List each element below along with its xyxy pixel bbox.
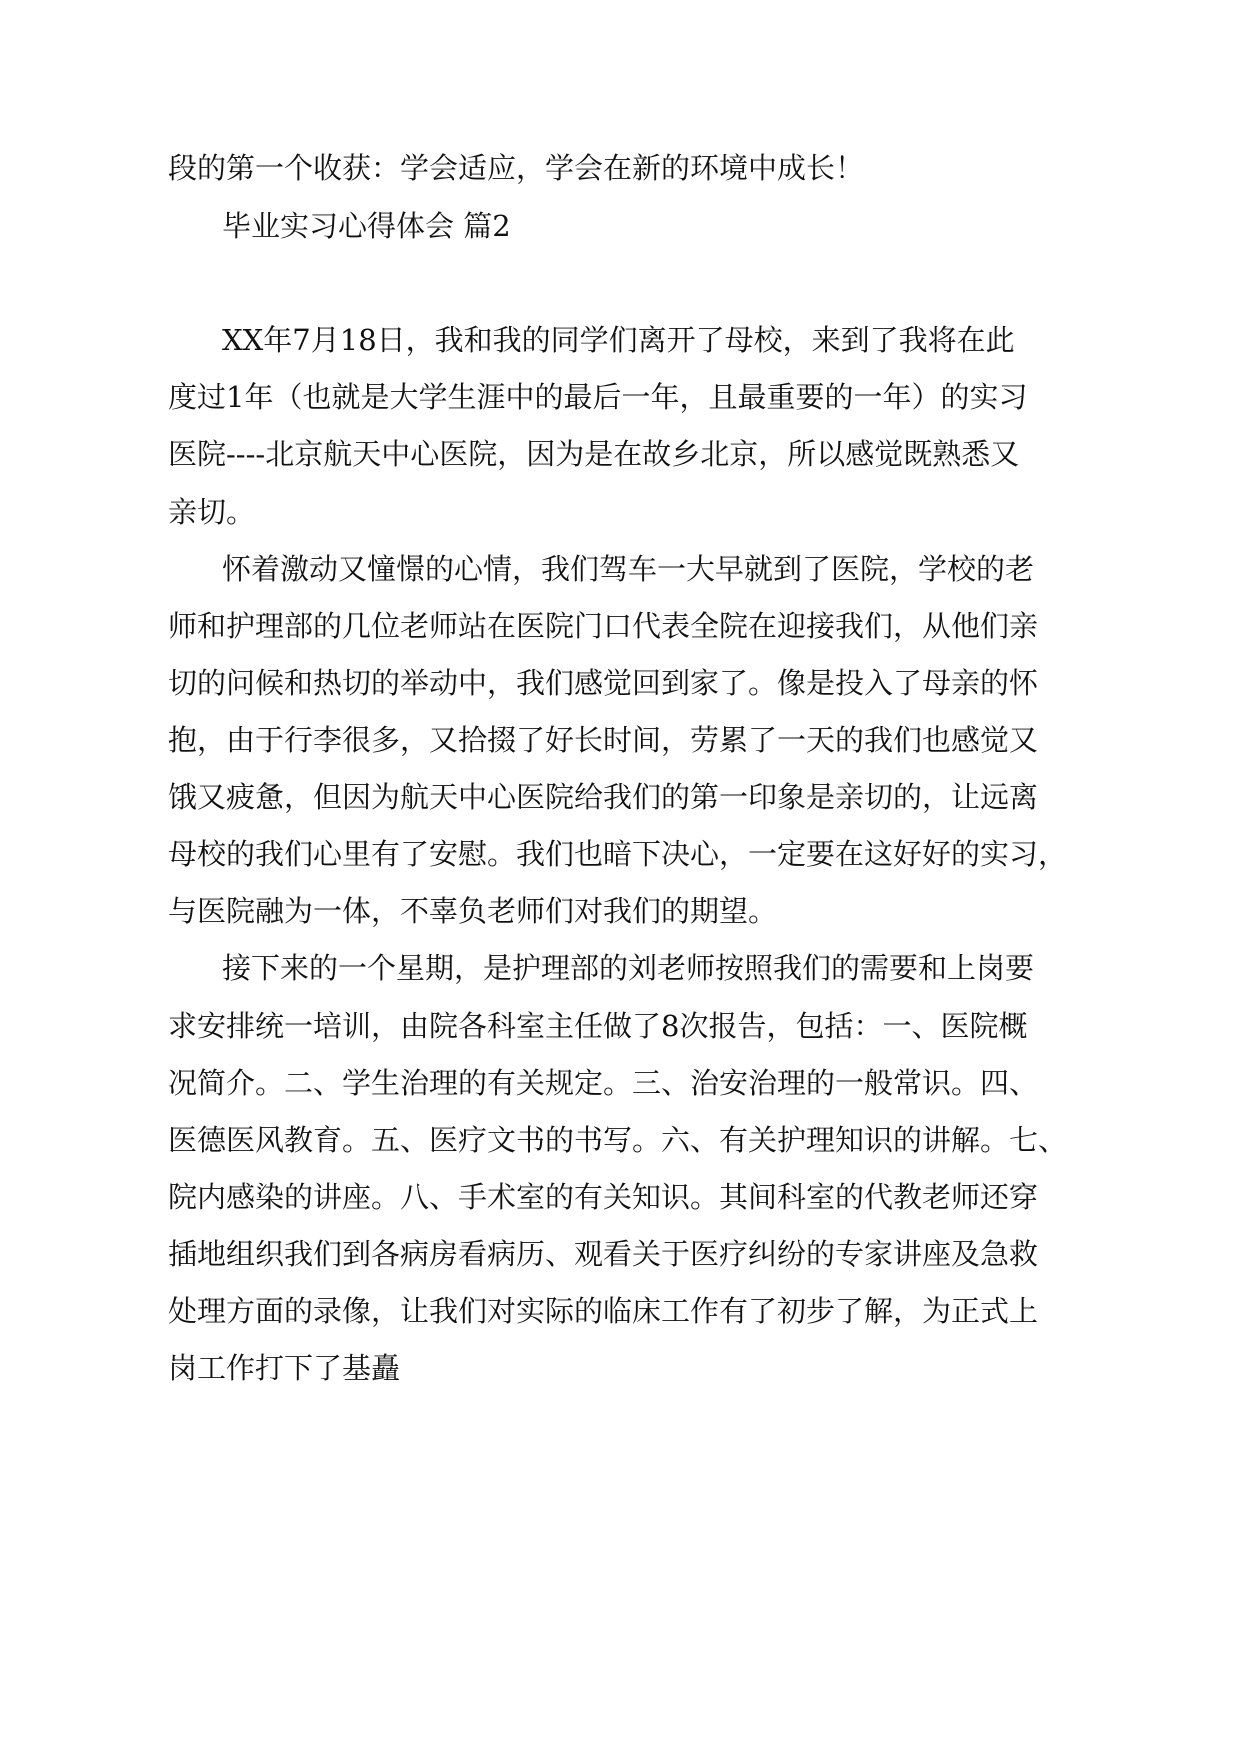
text-line: 段的第一个收获：学会适应，学会在新的环境中成长！ [168, 151, 865, 185]
text-line: 医德医风教育。五、医疗文书的书写。六、有关护理知识的讲解。七、 [168, 1123, 1068, 1157]
section-heading: 毕业实习心得体会 篇2 [222, 209, 511, 243]
text-line: 度过1年（也就是大学生涯中的最后一年，且最重要的一年）的实习 [168, 380, 1028, 414]
text-line: 况简介。二、学生治理的有关规定。三、治安治理的一般常识。四、 [168, 1066, 1039, 1100]
text-line: 与医院融为一体，不辜负老师们对我们的期望。 [168, 894, 778, 928]
text-line: 处理方面的录像，让我们对实际的临床工作有了初步了解，为正式上 [168, 1294, 1039, 1328]
text-line: 求安排统一培训，由院各科室主任做了8次报告，包括：一、医院概 [168, 1009, 1028, 1043]
text-line: 医院----北京航天中心医院，因为是在故乡北京，所以感觉既熟悉又 [168, 437, 1020, 471]
text-line: 抱，由于行李很多，又拾掇了好长时间，劳累了一天的我们也感觉又 [168, 723, 1039, 757]
text-line: XX年7月18日，我和我的同学们离开了母校，来到了我将在此 [222, 323, 1015, 357]
text-line: 亲切。 [168, 495, 256, 529]
text-line: 怀着激动又憧憬的心情，我们驾车一大早就到了医院，学校的老 [222, 552, 1035, 586]
text-line: 师和护理部的几位老师站在医院门口代表全院在迎接我们，从他们亲 [168, 609, 1039, 643]
text-line: 母校的我们心里有了安慰。我们也暗下决心，一定要在这好好的实习， [168, 837, 1068, 871]
text-line: 饿又疲惫，但因为航天中心医院给我们的第一印象是亲切的，让远离 [168, 780, 1039, 814]
text-line: 插地组织我们到各病房看病历、观看关于医疗纠纷的专家讲座及急救 [168, 1237, 1039, 1271]
text-line: 接下来的一个星期，是护理部的刘老师按照我们的需要和上岗要 [222, 951, 1035, 985]
text-line: 岗工作打下了基矗 [168, 1351, 401, 1385]
text-line: 切的问候和热切的举动中，我们感觉回到家了。像是投入了母亲的怀 [168, 666, 1039, 700]
text-line: 院内感染的讲座。八、手术室的有关知识。其间科室的代教老师还穿 [168, 1180, 1039, 1214]
